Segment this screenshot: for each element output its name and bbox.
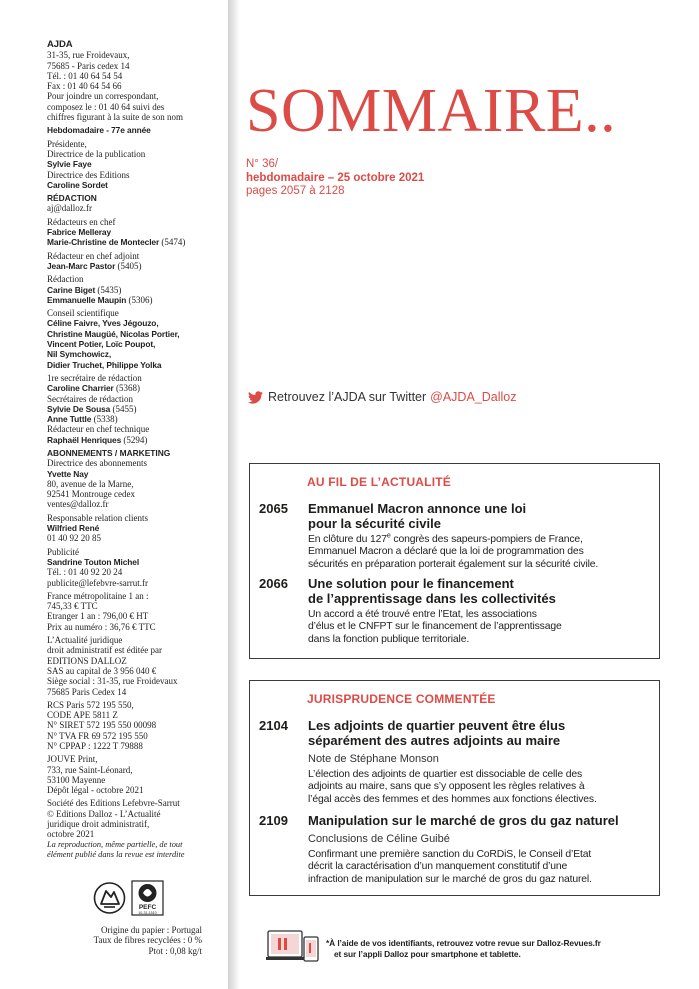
- entry-summary: [308, 769, 653, 806]
- summary-line: d’élus et le CNFPT sur le financement de l’apprentissage: [308, 621, 562, 633]
- legal-line: RCS Paris 572 195 550,: [47, 699, 134, 710]
- entry-title-line: Manipulation sur le marché de gros du gaz naturel: [308, 813, 619, 828]
- section-label: JURISPRUDENCE COMMENTÉE: [307, 692, 496, 706]
- twitter-icon: [248, 391, 263, 404]
- reproduction-notice: élément publié dans la revue est interdite: [47, 849, 185, 859]
- masthead: [47, 40, 227, 860]
- section-box-actualite: [249, 463, 660, 659]
- person-name: Christine Maugüé, Nicolas Portier,: [47, 328, 180, 339]
- printer-line: 733, rue Saint-Léonard,: [47, 764, 133, 775]
- entry-author: Note de Stéphane Monson: [308, 753, 439, 765]
- summary-line: décrit la caractérisation d’un manquement constitutif d’une: [308, 861, 568, 873]
- pefc-logo: [131, 880, 164, 916]
- printer-line: 53100 Mayenne: [47, 774, 106, 785]
- summary-line: Confirmant une première sanction du CoRDiS, le Conseil d’Etat: [308, 849, 592, 860]
- paper-recycled: Taux de fibres recyclées : 0 %: [93, 935, 202, 946]
- entry-title-line: Les adjoints de quartier peuvent être élus: [308, 718, 566, 733]
- section-header: RÉDACTION: [47, 193, 97, 204]
- correspondent-note: Pour joindre un correspondant,: [47, 91, 159, 102]
- issue-date: hebdomadaire – 25 octobre 2021: [246, 171, 425, 184]
- masthead-title: AJDA: [47, 39, 73, 50]
- fax: Fax : 01 40 64 54 66: [47, 81, 122, 92]
- issue-pages: pages 2057 à 2128: [246, 185, 345, 197]
- issue-number: N° 36/: [246, 158, 279, 170]
- phone: Tél. : 01 40 92 20 24: [47, 567, 123, 578]
- role-label: Directrice des Editions: [47, 169, 130, 180]
- issue-info: [246, 158, 424, 199]
- summary-line: adjoints au maire, sans que s’y opposent les règles relatives à: [308, 781, 585, 793]
- page-title: SOMMAIRE..: [246, 77, 617, 145]
- person-name: Anne Tuttle: [47, 414, 92, 425]
- person-name: Emmanuelle Maupin: [47, 294, 127, 305]
- entry-title-line: Une solution pour le financement: [308, 576, 514, 591]
- role-label: Rédacteur en chef technique: [47, 424, 150, 435]
- person-name: Céline Faivre, Yves Jégouzo,: [47, 318, 159, 329]
- page-number: 2109: [259, 813, 288, 828]
- role-label: Rédacteur en chef adjoint: [47, 250, 140, 261]
- summary-text: En clôture du 127: [308, 534, 387, 545]
- extension: (5306): [126, 294, 153, 305]
- address-line: 80, avenue de la Marne,: [47, 478, 134, 489]
- extension: (5455): [110, 403, 137, 414]
- twitter-text: Retrouvez l’AJDA sur Twitter: [268, 390, 427, 404]
- legal-line: N° CPPAP : 1222 T 79888: [47, 741, 143, 751]
- publisher-line: Siège social : 31-35, rue Froidevaux: [47, 676, 178, 687]
- legal-line: N° SIRET 572 195 550 00098: [47, 720, 157, 731]
- role-label: Directrice des abonnements: [47, 458, 147, 469]
- twitter-promo: [248, 390, 516, 404]
- paper-info: [72, 925, 202, 956]
- entry-title-line: Emmanuel Macron annonce une loi: [308, 501, 527, 516]
- entry-summary: [308, 849, 653, 886]
- copyright-line: © Editions Dalloz - L’Actualité: [47, 808, 161, 819]
- summary-line: dans la fonction publique territoriale.: [308, 633, 470, 645]
- page-number: 2104: [259, 718, 288, 733]
- role-label: Publicité: [47, 546, 79, 557]
- frequency: Hebdomadaire - 77e année: [47, 125, 151, 136]
- person-name: Fabrice Melleray: [47, 227, 112, 238]
- page-number: 2066: [259, 576, 288, 591]
- printer-line: JOUVE Print,: [47, 754, 98, 765]
- role-label: Rédaction: [47, 274, 84, 285]
- section-header: ABONNEMENTS / MARKETING: [47, 447, 171, 458]
- copyright-line: Société des Editions Lefebvre-Sarrut: [47, 798, 180, 809]
- entry-title-line: de l’apprentissage dans les collectivités: [308, 591, 556, 606]
- extension: (5435): [95, 284, 122, 295]
- extension: (5294): [121, 434, 148, 445]
- publisher-line: EDITIONS DALLOZ: [47, 655, 127, 666]
- copyright-line: octobre 2021: [47, 829, 95, 840]
- legal-line: N° TVA FR 69 572 195 550: [47, 730, 148, 741]
- footer-note-line: *À l’aide de vos identifiants, retrouvez votre revue sur Dalloz-Revues.fr: [326, 938, 601, 948]
- role-label: Présidente,: [47, 138, 87, 149]
- entry-title[interactable]: [308, 718, 653, 748]
- person-name: Vincent Potier, Loïc Poupot,: [47, 339, 156, 350]
- address-line: 31-35, rue Froidevaux,: [47, 50, 130, 61]
- legal-line: CODE APE 5811 Z: [47, 710, 118, 721]
- certification-logos: [93, 880, 203, 922]
- printer-line: Dépôt légal - octobre 2021: [47, 785, 144, 796]
- superscript: e: [386, 532, 391, 540]
- paper-origin: Origine du papier : Portugal: [101, 925, 202, 935]
- section-label: AU FIL DE L’ACTUALITÉ: [307, 475, 451, 489]
- publisher-line: 75685 Paris Cedex 14: [47, 686, 127, 697]
- triman-recycle-icon: [93, 880, 126, 916]
- twitter-handle-link[interactable]: @AJDA_Dalloz: [430, 390, 517, 404]
- price-line: Prix au numéro : 36,76 € TTC: [47, 621, 156, 632]
- page-gutter-shadow: [228, 0, 240, 989]
- entry-title-line: séparément des autres adjoints au maire: [308, 733, 561, 748]
- extension: (5368): [113, 383, 140, 394]
- person-name: Marie-Christine de Montecler: [47, 237, 160, 248]
- role-label: Directrice de la publication: [47, 148, 146, 159]
- entry-title[interactable]: [308, 501, 653, 531]
- role-label: Secrétaires de rédaction: [47, 393, 133, 404]
- devices-icon: [266, 929, 324, 965]
- extension: (5474): [159, 237, 186, 248]
- svg-text:PEFC: PEFC: [138, 904, 157, 911]
- price-line: 745,33 € TTC: [47, 601, 98, 612]
- address-line: 75685 - Paris cedex 14: [47, 60, 130, 71]
- summary-line: l’égal accès des femmes et des hommes aux fonctions électives.: [308, 793, 597, 805]
- summary-line: sécurités en préparation porterait également sur la sécurité civile.: [308, 558, 599, 570]
- summary-text: congrès des sapeurs-pompiers de France,: [390, 534, 583, 545]
- paper-ptot: Ptot : 0,08 kg/t: [148, 945, 202, 956]
- email: ventes@dalloz.fr: [47, 499, 109, 510]
- summary-line: infraction de manipulation sur le marché de gros du gaz naturel.: [308, 873, 592, 885]
- entry-title-line: pour la sécurité civile: [308, 516, 441, 531]
- summary-line: Emmanuel Macron a déclaré que la loi de programmation des: [308, 546, 584, 558]
- publisher-line: L’Actualité juridique: [47, 635, 123, 646]
- summary-line: L’élection des adjoints de quartier est dissociable de celle des: [308, 769, 583, 780]
- person-name: Sylvie Faye: [47, 159, 92, 170]
- person-name: Carine Biget: [47, 284, 96, 295]
- person-name: Raphaël Henriques: [47, 434, 122, 445]
- price-line: Etranger 1 an : 796,00 € HT: [47, 611, 149, 622]
- person-name: Sylvie De Sousa: [47, 403, 111, 414]
- person-name: Jean-Marc Pastor: [47, 260, 116, 271]
- email: aj@dalloz.fr: [47, 203, 93, 214]
- footer-note-line: et sur l’appli Dalloz pour smartphone et tablette.: [334, 949, 521, 959]
- summary-line: Un accord a été trouvé entre l’Etat, les associations: [308, 609, 537, 620]
- person-name: Didier Truchet, Philippe Yolka: [47, 359, 162, 370]
- extension: (5405): [115, 260, 142, 271]
- entry-title[interactable]: [308, 813, 653, 828]
- role-label: Conseil scientifique: [47, 308, 119, 319]
- entry-title[interactable]: [308, 576, 653, 606]
- entry-summary: [308, 534, 653, 571]
- person-name: Nil Symchowicz,: [47, 349, 112, 360]
- person-name: Caroline Charrier: [47, 383, 114, 394]
- svg-text:10-31-1510: 10-31-1510: [138, 911, 157, 915]
- person-name: Wilfried René: [47, 523, 100, 534]
- copyright-line: juridique droit administratif,: [47, 819, 150, 830]
- person-name: Yvette Nay: [47, 468, 89, 479]
- publisher-line: droit administratif est éditée par: [47, 645, 162, 656]
- phone: 01 40 92 20 85: [47, 533, 101, 544]
- extension: (5338): [91, 414, 118, 425]
- address-line: 92541 Montrouge cedex: [47, 489, 135, 500]
- person-name: Sandrine Touton Michel: [47, 556, 140, 567]
- email: publicite@lefebvre-sarrut.fr: [47, 577, 148, 588]
- correspondent-note: composez le : 01 40 64 suivi des: [47, 101, 165, 112]
- masthead-column: [0, 0, 228, 989]
- reproduction-notice: La reproduction, même partielle, de tout: [47, 839, 183, 849]
- correspondent-note: chiffres figurant à la suite de son nom: [47, 112, 184, 123]
- entry-author: Conclusions de Céline Guibé: [308, 833, 450, 845]
- phone: Tél. : 01 40 64 54 54: [47, 70, 123, 81]
- price-line: France métropolitaine 1 an :: [47, 590, 149, 601]
- publisher-line: SAS au capital de 3 956 040 €: [47, 665, 157, 676]
- role-label: Responsable relation clients: [47, 512, 148, 523]
- online-access-note: [326, 938, 601, 960]
- role-label: Rédacteurs en chef: [47, 216, 116, 227]
- role-label: 1re secrétaire de rédaction: [47, 372, 142, 383]
- entry-summary: [308, 609, 653, 646]
- page-number: 2065: [259, 501, 288, 516]
- section-box-jurisprudence: [249, 680, 660, 896]
- person-name: Caroline Sordet: [47, 179, 108, 190]
